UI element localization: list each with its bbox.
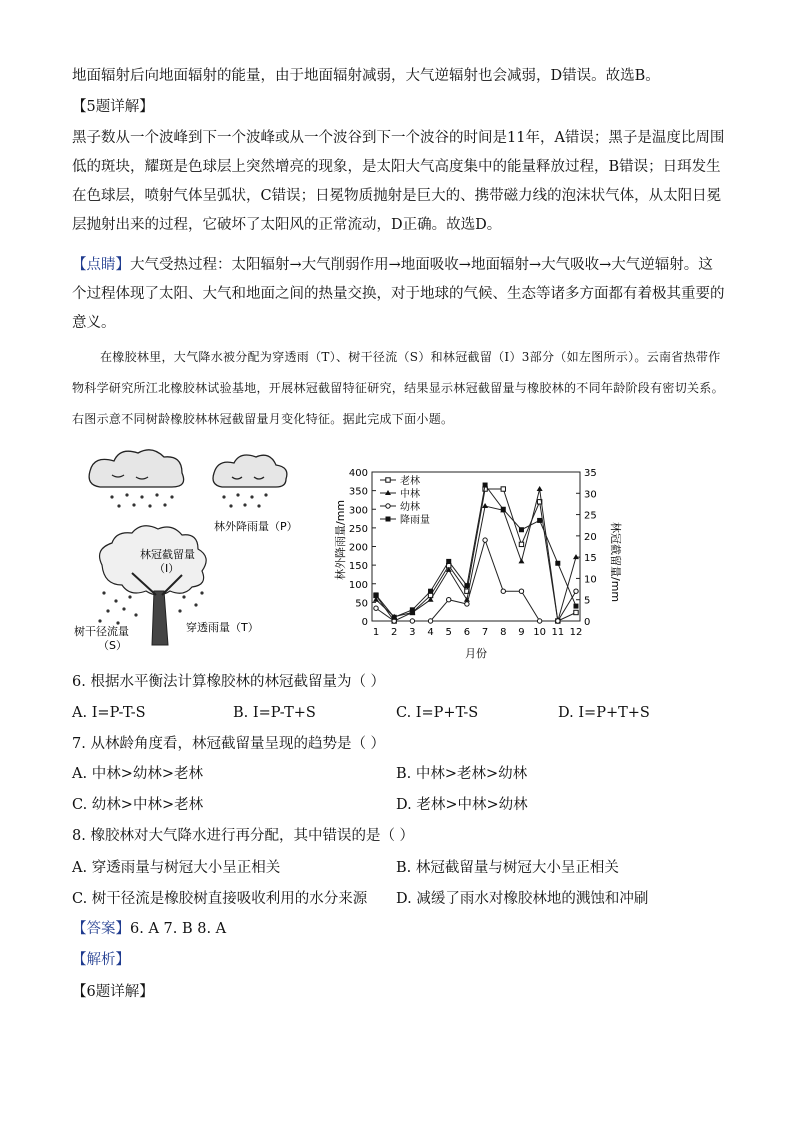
- legend-label: 老林: [400, 476, 420, 487]
- square-marker: [501, 487, 505, 491]
- material-text: 在橡胶林里，大气降水被分配为穿透雨（T）、树干径流（S）和林冠截留（I）3部分（如左图所示）。云南省热带作物科学研究所江北橡胶林试验基地，开展林冠截留特征研究，结果显示林冠截留量与橡胶林的不同年龄阶段有密切关系。右图示意不同树龄橡胶林林冠截留量月变化特征。据此完成下面小题。: [72, 350, 724, 426]
- right-tick-label: 20: [584, 531, 597, 543]
- q8-option-d[interactable]: D. 减缓了雨水对橡胶林地的溅蚀和冲刷: [396, 891, 649, 907]
- left-tick-label: 400: [348, 468, 368, 479]
- left-tick-label: 350: [348, 486, 368, 498]
- left-tick-label: 200: [348, 542, 368, 554]
- square-marker: [519, 542, 523, 546]
- filled-square-marker: [464, 583, 469, 588]
- right-axis-title: 林冠截留量/mm: [609, 522, 622, 603]
- answer-line: [72, 915, 727, 944]
- circle-marker: [556, 619, 560, 623]
- triangle-marker: [482, 503, 488, 508]
- filled-square-marker: [428, 589, 433, 594]
- stemflow-label-line1: 树干径流量: [74, 625, 129, 638]
- x-tick-label: 3: [409, 627, 416, 638]
- filled-square-marker: [374, 592, 379, 597]
- q6-option-b[interactable]: B. I=P-T+S: [233, 705, 316, 721]
- rain-drops-right: [222, 493, 267, 507]
- question-8-stem: 8. 橡胶林对大气降水进行再分配，其中错误的是（ ）: [72, 828, 415, 844]
- right-tick-label: 15: [584, 553, 597, 565]
- q8-option-c[interactable]: C. 树干径流是橡胶树直接吸收利用的水分来源: [72, 891, 368, 907]
- legend-label: 中林: [400, 489, 420, 500]
- filled-square-marker: [501, 507, 506, 512]
- left-tick-label: 300: [348, 505, 368, 517]
- q7-option-d[interactable]: D. 老林>中林>幼林: [396, 797, 528, 813]
- right-tick-label: 5: [584, 595, 591, 607]
- circle-marker: [537, 619, 541, 623]
- circle-marker: [447, 598, 451, 602]
- x-tick-label: 10: [533, 627, 547, 638]
- q7-option-b[interactable]: B. 中林>老林>幼林: [396, 766, 528, 782]
- left-tick-label: 100: [348, 579, 368, 591]
- filled-square-marker: [519, 527, 524, 532]
- x-tick-label: 12: [569, 627, 583, 638]
- x-tick-label: 8: [500, 627, 507, 638]
- right-tick-label: 30: [584, 489, 597, 501]
- x-axis-ticks: [373, 627, 583, 638]
- left-tick-label: 250: [348, 523, 368, 535]
- filled-square-marker: [537, 518, 542, 523]
- x-tick-label: 9: [518, 627, 525, 638]
- left-tick-label: 50: [355, 598, 368, 610]
- rain-distribution-diagram: [72, 445, 298, 660]
- interception-line-chart: [320, 462, 620, 667]
- outside-rain-label: 林外降雨量（P）: [214, 520, 298, 533]
- x-axis-title: 月份: [465, 647, 487, 660]
- circle-marker: [519, 589, 523, 593]
- canopy-label-line2: （I）: [154, 562, 180, 575]
- throughfall-drops: [98, 591, 203, 624]
- rain-drops-left: [110, 493, 173, 507]
- answer-tag: 【答案】: [72, 921, 130, 937]
- tip-paragraph: [72, 251, 727, 338]
- paragraph-1: 地面辐射后向地面辐射的能量，由于地面辐射减弱，大气逆辐射也会减弱，D错误。故选B。: [72, 68, 660, 84]
- right-axis-ticks: [576, 468, 597, 628]
- right-tick-label: 0: [584, 617, 591, 628]
- q7-option-a[interactable]: A. 中林>幼林>老林: [72, 766, 203, 782]
- filled-square-marker: [386, 517, 391, 522]
- right-tick-label: 25: [584, 510, 597, 522]
- x-tick-label: 4: [427, 627, 434, 638]
- filled-square-marker: [446, 559, 451, 564]
- x-tick-label: 6: [463, 627, 471, 638]
- answer-text: 6. A 7. B 8. A: [130, 921, 227, 937]
- legend: [380, 474, 430, 526]
- q8-option-b[interactable]: B. 林冠截留量与树冠大小呈正相关: [396, 860, 619, 876]
- right-tick-label: 35: [584, 468, 597, 479]
- filled-square-marker: [555, 561, 560, 566]
- x-tick-label: 7: [481, 627, 489, 638]
- paragraph-2: 黑子数从一个波峰到下一个波峰或从一个波谷到下一个波谷的时间是11年，A错误；黑子是温度比周围低的斑块，耀斑是色球层上突然增亮的现象，是太阳大气高度集中的能量释放过程，B错误；日珥发生在色球层，喷射气体呈弧状，C错误；日冕物质抛射是巨大的、携带磁力线的泡沫状气体，从太阳日冕层抛射出来的过程，它破坏了太阳风的正常流动，D正确。故选D。: [72, 130, 725, 233]
- section-5-heading: 【5题详解】: [72, 99, 154, 115]
- q6-option-a[interactable]: A. I=P-T-S: [72, 705, 146, 721]
- x-tick-label: 11: [551, 627, 565, 638]
- circle-marker: [374, 606, 378, 610]
- filled-square-marker: [410, 607, 415, 612]
- filled-square-marker: [392, 615, 397, 620]
- circle-marker: [501, 589, 505, 593]
- legend-label: 降雨量: [400, 515, 430, 526]
- square-marker: [386, 478, 390, 482]
- triangle-marker: [537, 486, 543, 491]
- circle-marker: [410, 619, 414, 623]
- square-marker: [574, 610, 578, 614]
- triangle-marker: [518, 558, 524, 563]
- filled-square-marker: [574, 604, 579, 609]
- left-axis-title: 林外降雨量/mm: [334, 499, 347, 580]
- cloud-icon: [213, 455, 287, 487]
- circle-marker: [465, 602, 469, 606]
- circle-marker: [574, 589, 578, 593]
- x-tick-label: 1: [372, 627, 380, 638]
- question-6-stem: 6. 根据水平衡法计算橡胶林的林冠截留量为（ ）: [72, 674, 386, 690]
- filled-square-marker: [483, 483, 488, 488]
- tip-tag: 【点睛】: [72, 257, 130, 273]
- circle-marker: [386, 504, 390, 508]
- section-6-heading: 【6题详解】: [72, 984, 154, 1000]
- canopy-label-line1: 林冠截留量: [140, 548, 195, 561]
- q7-option-c[interactable]: C. 幼林>中林>老林: [72, 797, 204, 813]
- throughfall-label: 穿透雨量（T）: [186, 621, 259, 634]
- cloud-icon: [89, 450, 184, 487]
- stemflow-label-line2: （S）: [98, 639, 127, 652]
- circle-marker: [483, 538, 487, 542]
- q6-option-d[interactable]: D. I=P+T+S: [558, 705, 650, 721]
- tip-text: 大气受热过程：太阳辐射→大气削弱作用→地面吸收→地面辐射→大气吸收→大气逆辐射。这个过程体现了太阳、大气和地面之间的热量交换，对于地球的气候、生态等诸多方面都有着极其重要的意义。: [72, 257, 725, 331]
- left-tick-label: 0: [361, 617, 368, 628]
- question-7-stem: 7. 从林龄角度看，林冠截留量呈现的趋势是（ ）: [72, 736, 386, 752]
- x-tick-label: 2: [390, 627, 398, 638]
- legend-label: 幼林: [400, 502, 420, 513]
- analysis-heading: 【解析】: [72, 952, 130, 968]
- right-tick-label: 10: [584, 574, 597, 586]
- left-tick-label: 150: [348, 561, 368, 573]
- circle-marker: [428, 619, 432, 623]
- q8-option-a[interactable]: A. 穿透雨量与树冠大小呈正相关: [72, 860, 281, 876]
- q6-option-c[interactable]: C. I=P+T-S: [396, 705, 479, 721]
- x-tick-label: 5: [445, 627, 452, 638]
